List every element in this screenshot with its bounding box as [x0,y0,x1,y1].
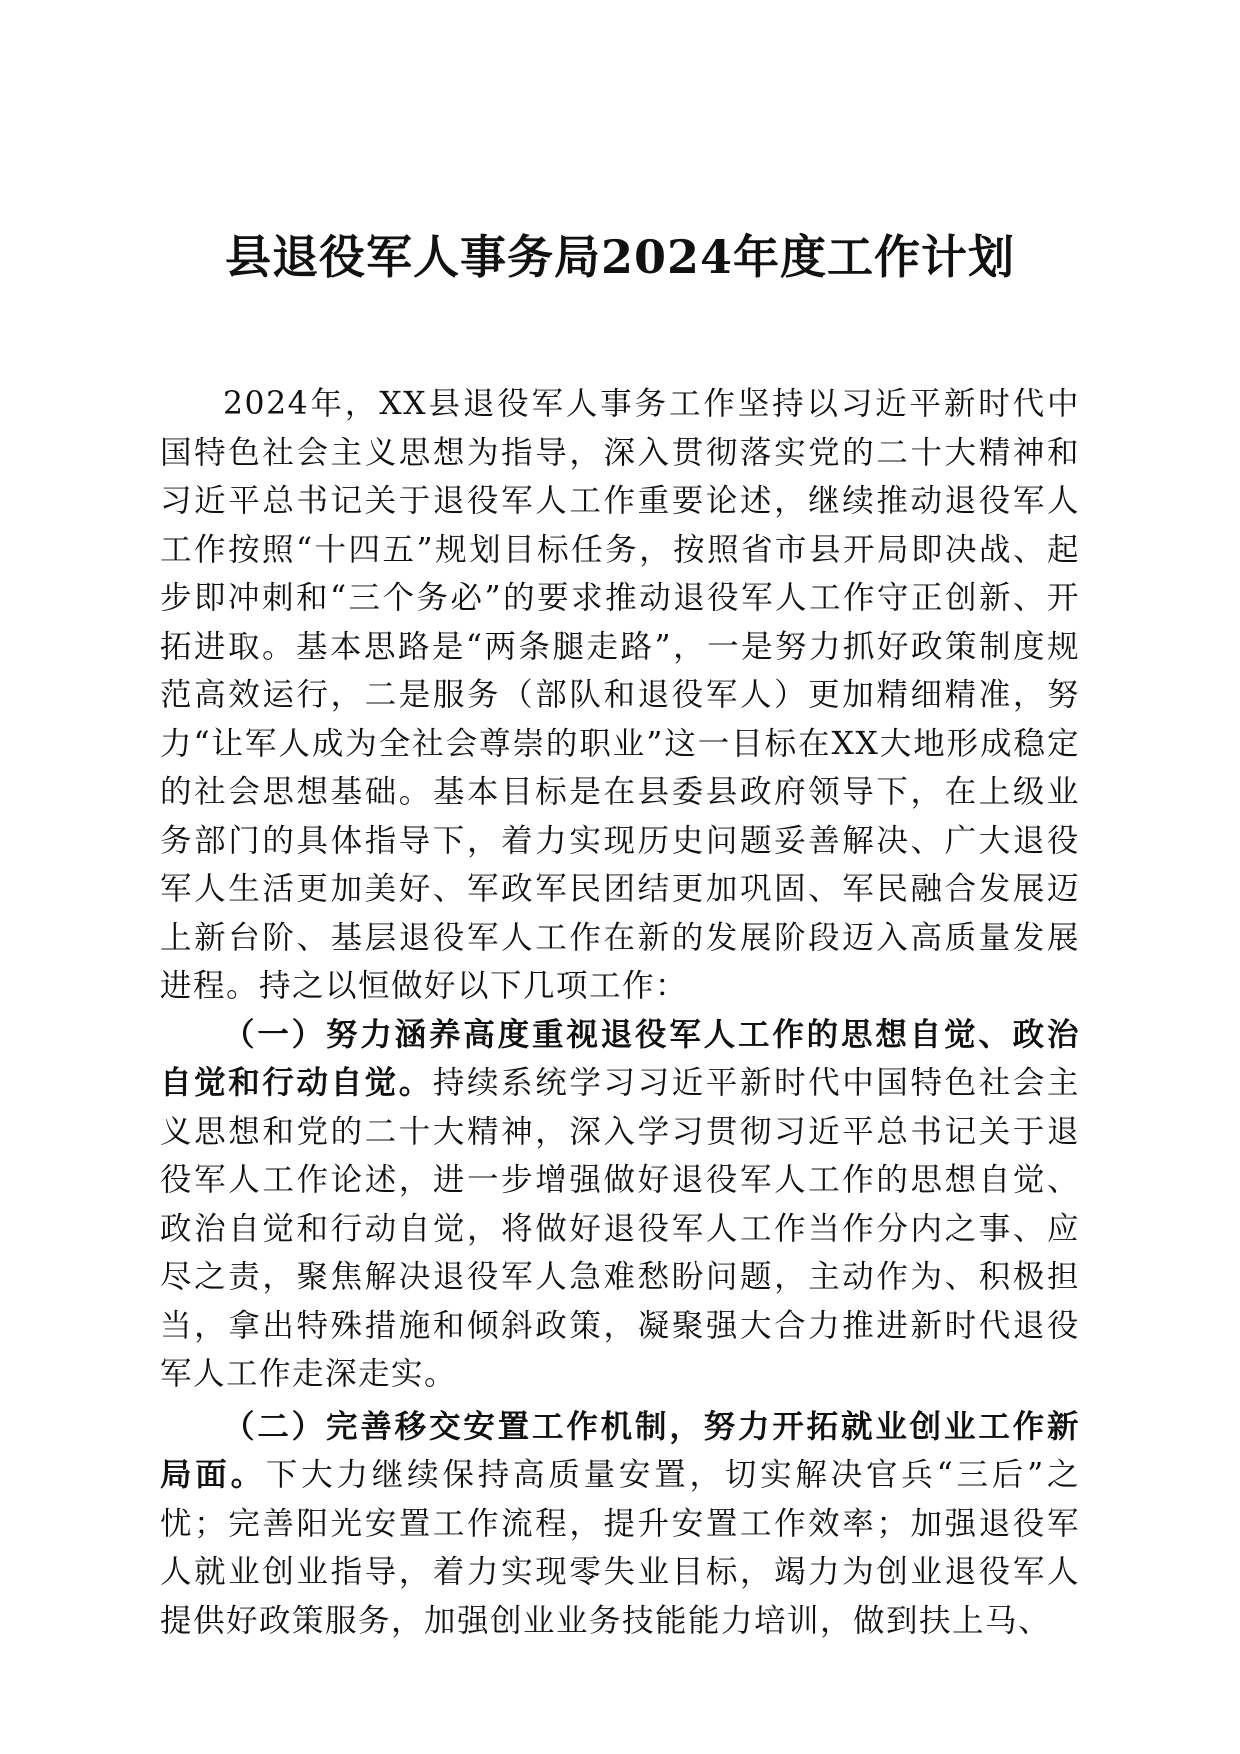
section-1-paragraph [160,1011,1080,1399]
section-2-heading: （二）完善移交安置工作机制，努力开拓就业创业工作新局面。 [160,1407,1080,1493]
document-body [160,380,1080,1645]
intro-paragraph: 2024年，XX县退役军人事务工作坚持以习近平新时代中国特色社会主义思想为指导，深入贯彻落实党的二十大精神和习近平总书记关于退役军人工作重要论述，继续推动退役军人工作按照“十四五”规划目标任务，按照省市县开局即决战、起步即冲刺和“三个务必”的要求推动退役军人工作守正创新、开拓进取。基本思路是“两条腿走路”，一是努力抓好政策制度规范高效运行，二是服务（部队和退役军人）更加精细精准，努力“让军人成为全社会尊崇的职业”这一目标在XX大地形成稳定的社会思想基础。基本目标是在县委县政府领导下，在上级业务部门的具体指导下，着力实现历史问题妥善解决、广大退役军人生活更加美好、军政军民团结更加巩固、军民融合发展迈上新台阶、基层退役军人工作在新的发展阶段迈入高质量发展进程。持之以恒做好以下几项工作： [160,386,1080,1004]
section-2-paragraph [160,1403,1080,1646]
document-title: 县退役军人事务局2024年度工作计划 [224,230,1016,284]
section-1-heading: （一）努力涵养高度重视退役军人工作的思想自觉、政治自觉和行动自觉。 [160,1015,1080,1101]
section-2-body: 下大力继续保持高质量安置，切实解决官兵“三后”之忧；完善阳光安置工作流程，提升安置工作效率；加强退役军人就业创业指导，着力实现零失业目标，竭力为创业退役军人提供好政策服务，加强创业业务技能能力培训，做到扶上马、 [160,1457,1080,1639]
section-1-body: 持续系统学习习近平新时代中国特色社会主义思想和党的二十大精神，深入学习贯彻习近平总书记关于退役军人工作论述，进一步增强做好退役军人工作的思想自觉、政治自觉和行动自觉，将做好退役军人工作当作分内之事、应尽之责，聚焦解决退役军人急难愁盼问题，主动作为、积极担当，拿出特殊措施和倾斜政策，凝聚强大合力推进新时代退役军人工作走深走实。 [160,1065,1080,1392]
